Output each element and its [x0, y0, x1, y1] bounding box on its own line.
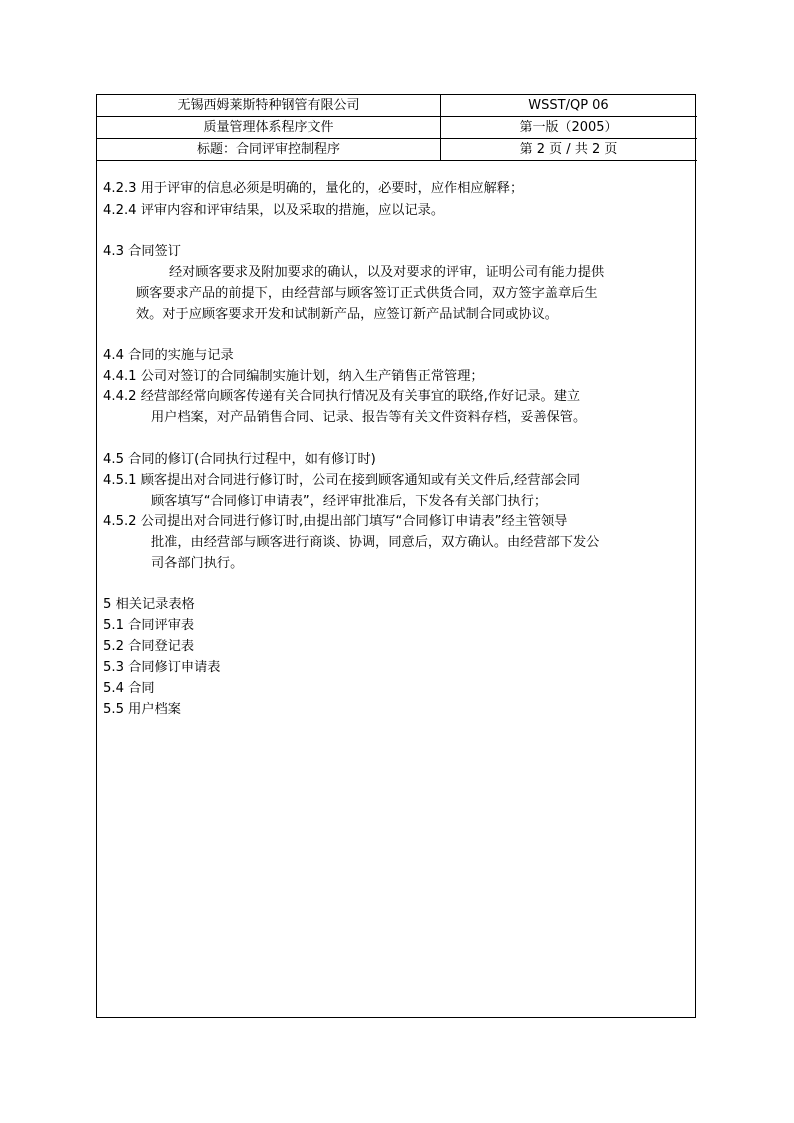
- section-4-3-paragraph-line-2: 顾客要求产品的前提下，由经营部与顾客签订正式供货合同，双方签字盖章后生: [136, 286, 598, 301]
- record-form-5-1: 5.1 合同评审表: [103, 618, 195, 633]
- record-form-5-2: 5.2 合同登记表: [103, 639, 195, 654]
- clause-4-5-2-line-2: 批准，由经营部与顾客进行商谈、协调，同意后，双方确认。由经营部下发公: [151, 535, 600, 550]
- record-form-5-3: 5.3 合同修订申请表: [103, 660, 221, 675]
- header-bottom-border: [97, 160, 697, 161]
- record-form-5-5: 5.5 用户档案: [103, 702, 181, 717]
- edition: 第一版（2005）: [519, 120, 618, 135]
- document-type: 质量管理体系程序文件: [203, 120, 334, 135]
- company-name: 无锡西姆莱斯特种钢管有限公司: [177, 98, 360, 113]
- clause-4-4-1: 4.4.1 公司对签订的合同编制实施计划，纳入生产销售正常管理；: [103, 369, 484, 384]
- section-4-5-heading: 4.5 合同的修订(合同执行过程中，如有修订时): [103, 452, 376, 467]
- page-number: 第 2 页 / 共 2 页: [519, 142, 618, 157]
- clause-4-2-3: 4.2.3 用于评审的信息必须是明确的，量化的，必要时，应作相应解释；: [103, 181, 524, 196]
- document-title: 标题：合同评审控制程序: [196, 142, 340, 157]
- section-4-4-heading: 4.4 合同的实施与记录: [103, 348, 234, 363]
- clause-4-4-2-line-1: 4.4.2 经营部经常向顾客传递有关合同执行情况及有关事宜的联络,作好记录。建立: [103, 389, 581, 404]
- section-4-3-heading: 4.3 合同签订: [103, 244, 181, 259]
- clause-4-5-2-line-3: 司各部门执行。: [151, 556, 244, 571]
- section-5-heading: 5 相关记录表格: [103, 597, 195, 612]
- section-4-3-paragraph-line-1: 经对顾客要求及附加要求的确认，以及对要求的评审，证明公司有能力提供: [169, 265, 605, 280]
- clause-4-5-1-line-2: 顾客填写“合同修订申请表”，经评审批准后，下发各有关部门执行；: [151, 494, 548, 509]
- clause-4-2-4: 4.2.4 评审内容和评审结果，以及采取的措施，应以记录。: [103, 203, 445, 218]
- record-form-5-4: 5.4 合同: [103, 681, 155, 696]
- section-4-3-paragraph-line-3: 效。对于应顾客要求开发和试制新产品，应签订新产品试制合同或协议。: [136, 307, 558, 322]
- clause-4-4-2-line-2: 用户档案，对产品销售合同、记录、报告等有关文件资料存档，妥善保管。: [151, 410, 587, 425]
- clause-4-5-1-line-1: 4.5.1 顾客提出对合同进行修订时，公司在接到顾客通知或有关文件后,经营部会同: [103, 473, 581, 488]
- clause-4-5-2-line-1: 4.5.2 公司提出对合同进行修订时,由提出部门填写“合同修订申请表”经主管领导: [103, 514, 568, 529]
- document-number: WSST/QP 06: [528, 98, 609, 113]
